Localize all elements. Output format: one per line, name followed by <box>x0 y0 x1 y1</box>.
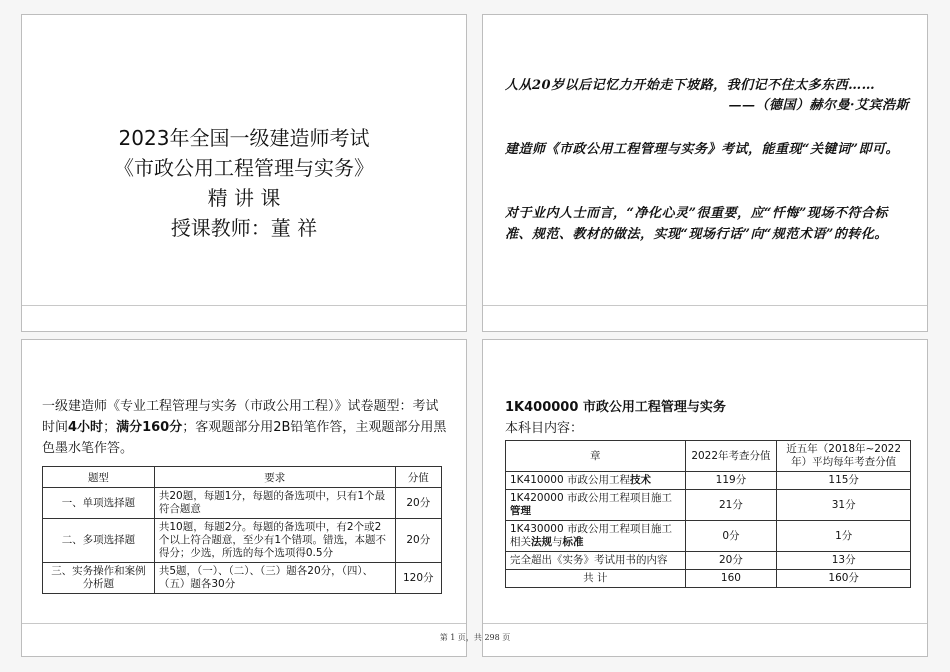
subject-heading: 1K400000 市政公用工程管理与实务 <box>505 400 726 415</box>
table-row <box>506 552 911 570</box>
cell-2022: 160 <box>685 570 777 588</box>
chapter-keyword: 法规 <box>531 536 552 548</box>
header-type: 题型 <box>43 467 155 488</box>
quote-text: 人从20岁以后记忆力开始走下坡路，我们记不住太多东西…… <box>505 78 876 93</box>
subject-subheading: 本科目内容： <box>505 421 584 436</box>
cell-avg: 31分 <box>777 490 911 521</box>
paragraph-terminology: 对于业内人士而言，“净化心灵”很重要，应“忏悔”现场不符合标准、规范、教材的做法，实现“现场行话”向“规范术语”的转化。 <box>505 206 888 242</box>
table-header-row <box>506 441 911 472</box>
cell-score: 20分 <box>395 488 441 519</box>
table-row <box>43 519 442 563</box>
cell-chapter: 完全超出《实务》考试用书的内容 <box>506 552 686 570</box>
score-distribution-table <box>505 440 911 588</box>
page-footer: 第 1 页，共 298 页 <box>439 633 511 642</box>
cell-score: 20分 <box>395 519 441 563</box>
table-header-row <box>43 467 442 488</box>
table-total-row <box>506 570 911 588</box>
cell-2022: 0分 <box>685 521 777 552</box>
table-row <box>43 563 442 594</box>
slide-divider <box>483 623 927 624</box>
slide-quote <box>482 14 928 332</box>
exam-intro <box>42 396 450 459</box>
chapter-keyword: 管理 <box>510 505 531 517</box>
table-row <box>43 488 442 519</box>
cell-2022: 20分 <box>685 552 777 570</box>
cell-requirement: 共10题，每题2分。每题的备选项中，有2个或2个以上符合题意，至少有1个错项。错选，本题不得分；少选，所选的每个选项得0.5分 <box>154 519 395 563</box>
header-five-year-avg: 近五年（2018年~2022年）平均每年考查分值 <box>777 441 911 472</box>
cell-avg: 13分 <box>777 552 911 570</box>
slide-divider <box>22 305 466 306</box>
slide-subject-content <box>482 339 928 657</box>
exam-title: 2023年全国一级建造师考试 <box>118 126 370 150</box>
course-title-block <box>22 123 466 243</box>
quote-author: ——（德国）赫尔曼·艾宾浩斯 <box>728 98 909 113</box>
chapter-text: 1K410000 市政公用工程 <box>510 474 630 486</box>
cell-chapter <box>506 490 686 521</box>
course-type: 精 讲 课 <box>207 186 281 210</box>
header-requirement: 要求 <box>154 467 395 488</box>
teacher-name: 授课教师：董 祥 <box>170 216 318 240</box>
cell-2022: 119分 <box>685 472 777 490</box>
cell-2022: 21分 <box>685 490 777 521</box>
cell-requirement: 共20题，每题1分，每题的备选项中，只有1个最符合题意 <box>154 488 395 519</box>
intro-answer-method: ；客观题部分用2B铅笔作答，主观题部分用黑色墨水笔作答。 <box>42 420 447 456</box>
slide-divider <box>22 623 466 624</box>
exam-duration: 4小时 <box>68 420 104 435</box>
cell-type: 三、实务操作和案例分析题 <box>43 563 155 594</box>
paragraph-keywords: 建造师《市政公用工程管理与实务》考试，能重现“关键词”即可。 <box>505 142 899 157</box>
chapter-connector: 与 <box>552 536 563 548</box>
header-score: 分值 <box>395 467 441 488</box>
cell-type: 二、多项选择题 <box>43 519 155 563</box>
cell-total-label: 共 计 <box>506 570 686 588</box>
cell-avg: 1分 <box>777 521 911 552</box>
table-row <box>506 490 911 521</box>
cell-type: 一、单项选择题 <box>43 488 155 519</box>
cell-chapter <box>506 521 686 552</box>
table-row <box>506 472 911 490</box>
header-chapter: 章 <box>506 441 686 472</box>
chapter-text: 1K420000 市政公用工程项目施工 <box>510 492 672 504</box>
cell-score: 120分 <box>395 563 441 594</box>
slide-title <box>21 14 467 332</box>
full-score: 满分160分 <box>116 420 183 435</box>
chapter-keyword: 标准 <box>562 536 584 548</box>
slide-exam-format <box>21 339 467 657</box>
table-row <box>506 521 911 552</box>
chapter-keyword: 技术 <box>630 474 651 486</box>
cell-chapter <box>506 472 686 490</box>
question-type-table <box>42 466 442 594</box>
cell-avg: 115分 <box>777 472 911 490</box>
chapter-text: 1K430000 市政公用工程项目施工相关 <box>510 523 672 548</box>
cell-avg: 160分 <box>777 570 911 588</box>
intro-text: 一级建造师《专业工程管理与实务（市政公用工程）》试卷题型：考试时间 <box>42 399 439 435</box>
cell-requirement: 共5题，（一）、（二）、（三）题各20分，（四）、（五）题各30分 <box>154 563 395 594</box>
intro-separator: ； <box>103 420 117 435</box>
header-2022-score: 2022年考查分值 <box>685 441 777 472</box>
slide-divider <box>483 305 927 306</box>
subject-title: 《市政公用工程管理与实务》 <box>114 156 374 180</box>
